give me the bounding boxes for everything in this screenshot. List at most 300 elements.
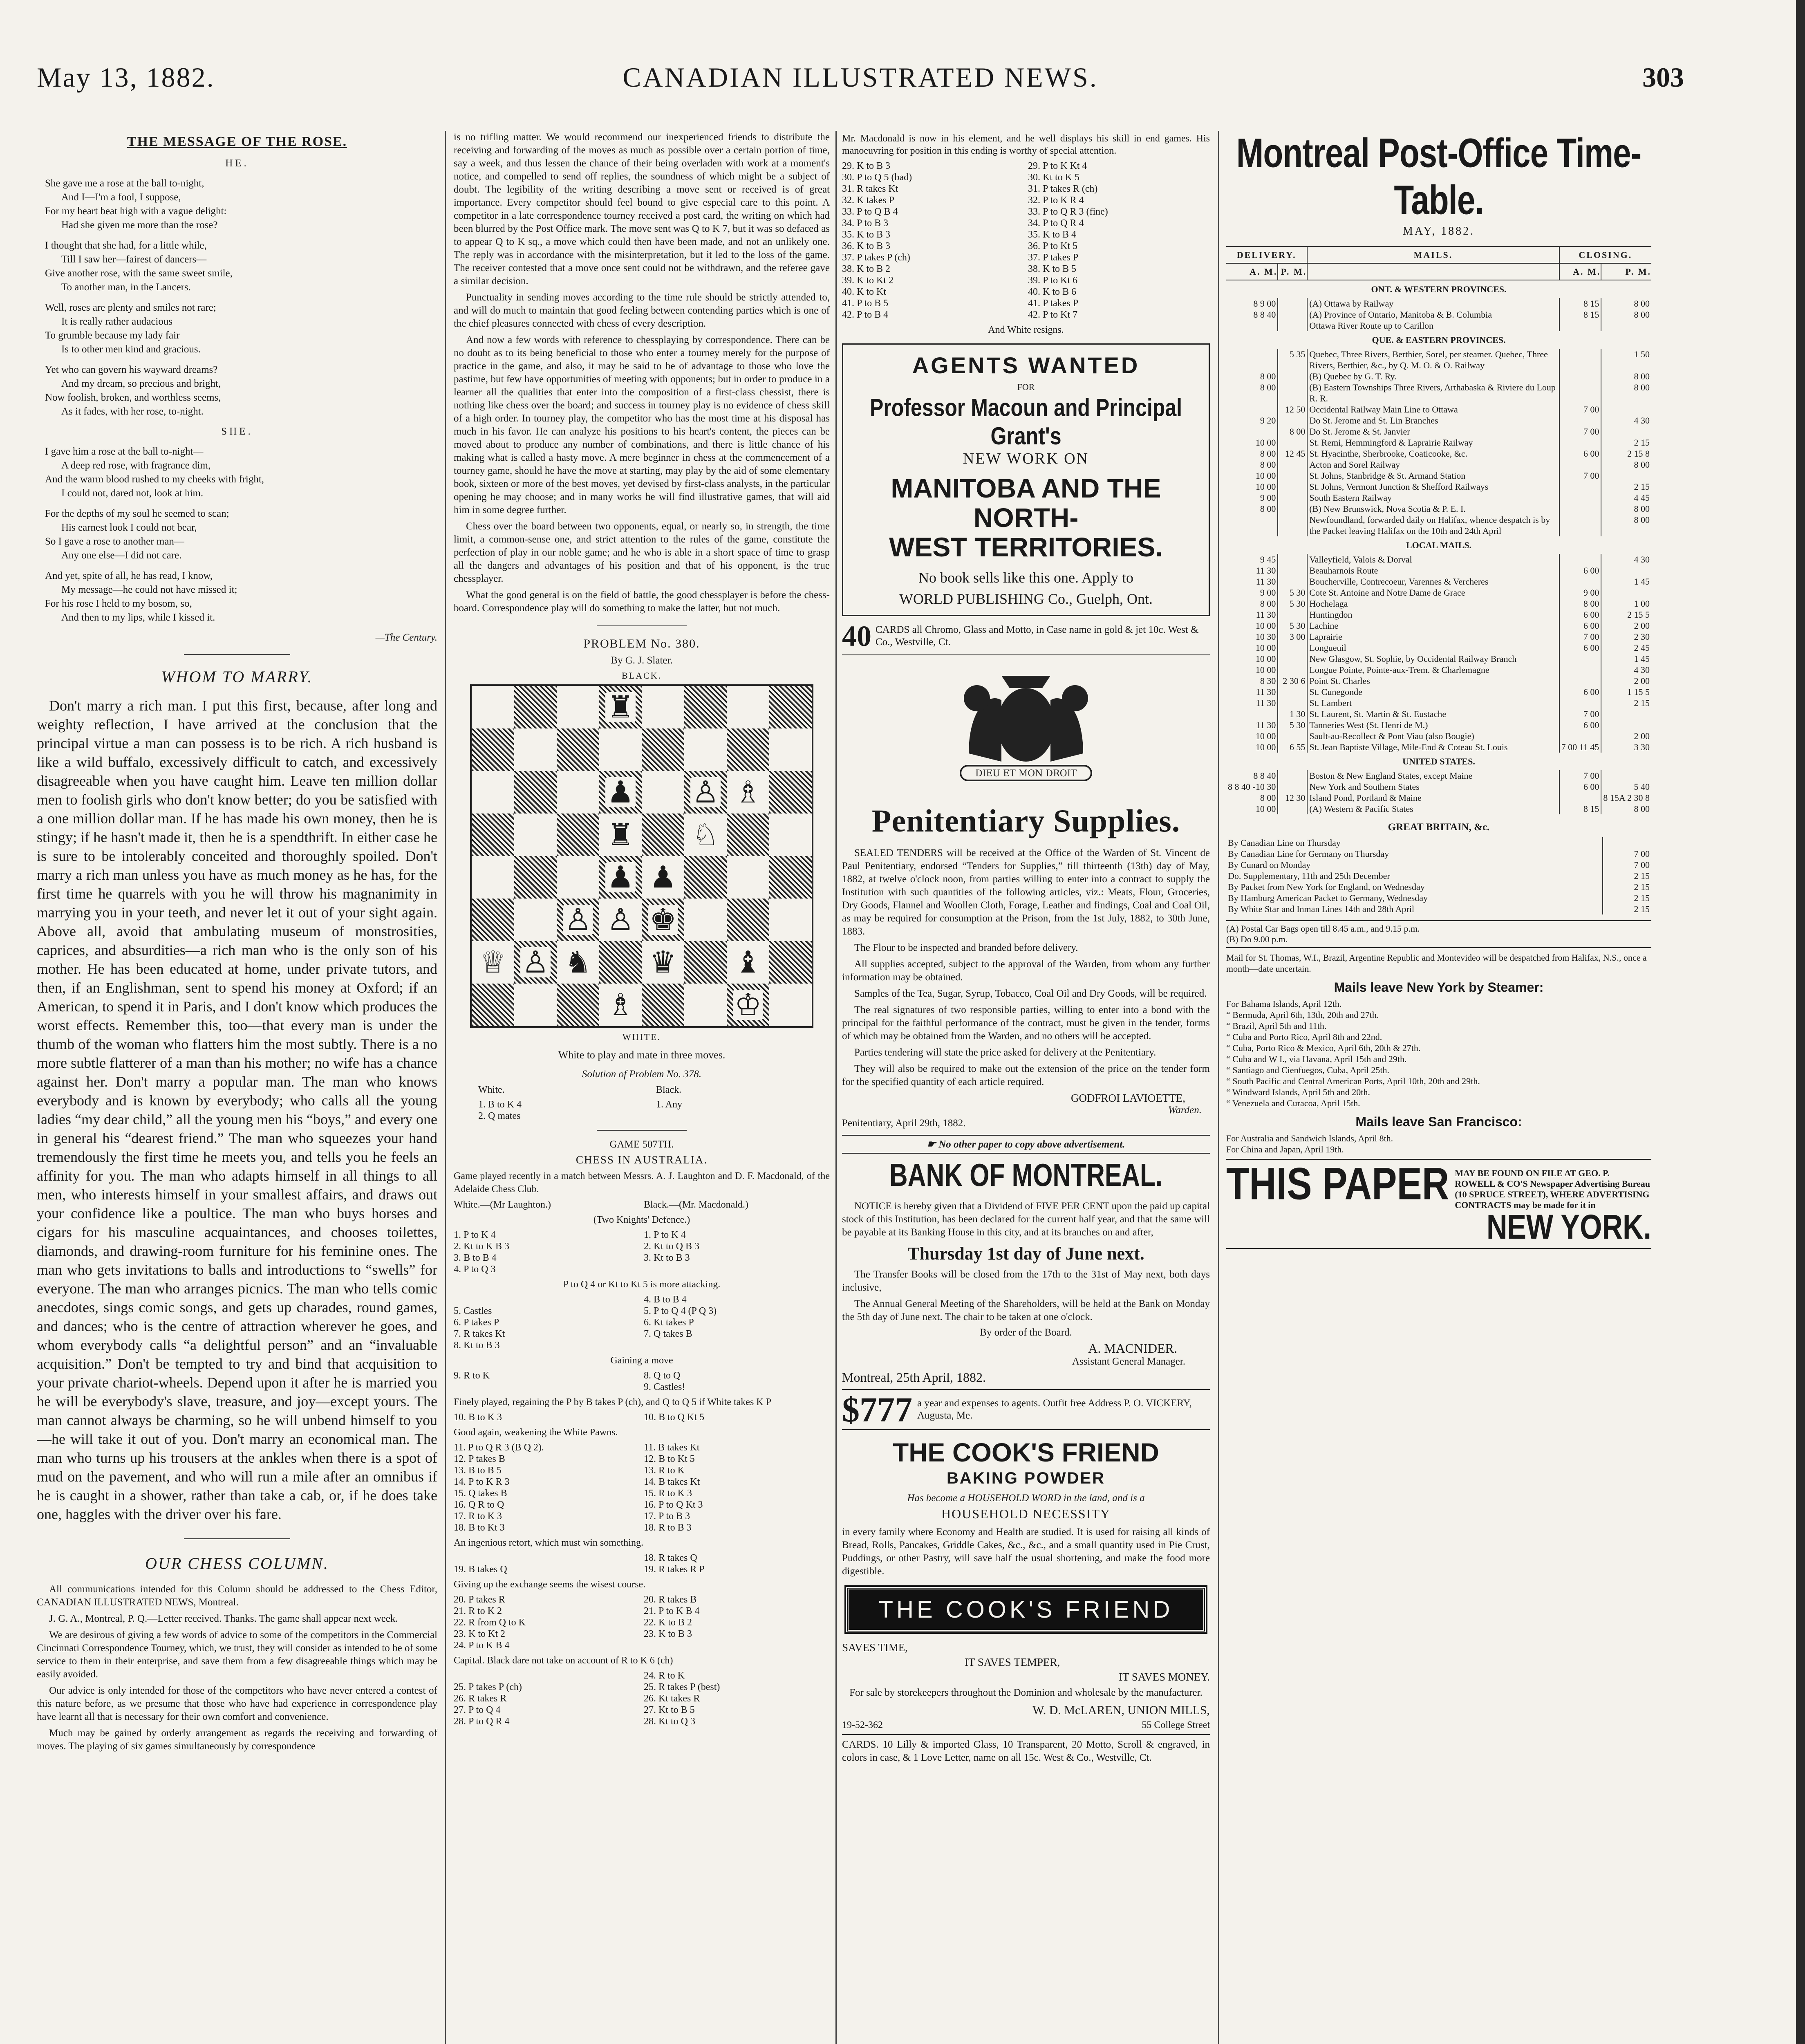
- mail-time: 6 00: [1559, 609, 1601, 620]
- mail-route: New York and Southern States: [1307, 781, 1559, 792]
- game-note: P to Q 4 or Kt to Kt 5 is more attacking.: [563, 1279, 721, 1290]
- board-square: [769, 941, 812, 984]
- game-title: CHESS IN AUSTRALIA.: [576, 1154, 708, 1166]
- board-square: [514, 814, 557, 856]
- mail-time: [1559, 382, 1601, 404]
- game-note: Mr. Macdonald is now in his element, and he well displays his skill in end games. His manoeuvring for position in this ending is worthy of special attention.: [842, 133, 1210, 156]
- timetable-section: [1226, 280, 1651, 298]
- board-square: [684, 814, 727, 856]
- warden-title: Warden.: [1168, 1105, 1202, 1116]
- divider: [597, 625, 687, 626]
- mail-time: 2 00: [1601, 675, 1651, 686]
- game-moves: [454, 1552, 830, 1575]
- bank-title: BANK OF MONTREAL.: [889, 1158, 1163, 1193]
- col-pm: P. M.: [1278, 263, 1307, 280]
- cooks-title: THE COOK'S FRIEND: [893, 1438, 1159, 1467]
- mail-schedule-item: For Australia and Sandwich Islands, April 8th.: [1226, 1133, 1393, 1143]
- cooks-maker: W. D. McLAREN, UNION MILLS,: [1032, 1703, 1210, 1717]
- board-square: [642, 814, 684, 856]
- chess-move: 6. P takes P: [454, 1317, 499, 1328]
- cooks-street: 55 College Street: [1142, 1720, 1210, 1730]
- mail-route: Island Pond, Portland & Maine: [1307, 792, 1559, 803]
- board-square: [684, 941, 727, 984]
- mail-time: 2 15: [1603, 881, 1651, 892]
- chess-move: 30. P to Q 5 (bad): [842, 172, 912, 183]
- chess-move: 39. P to Kt 6: [1028, 275, 1078, 286]
- board-square: [514, 728, 557, 771]
- chess-move: 26. R takes R: [454, 1693, 507, 1704]
- chess-move: 8. Kt to B 3: [454, 1340, 500, 1351]
- gb-row: [1226, 837, 1651, 848]
- column-rule: [445, 131, 446, 2044]
- mail-route: Do. Supplementary, 11th and 25th December: [1228, 871, 1390, 881]
- mail-time: [1226, 320, 1278, 331]
- mail-time: 5 35: [1278, 349, 1307, 371]
- chess-move: 12. B to Kt 5: [644, 1454, 695, 1464]
- mail-time: 8 00: [1601, 309, 1651, 320]
- tender-paragraph: Samples of the Tea, Sugar, Syrup, Tobacco, Coal Oil and Dry Goods, will be required.: [854, 988, 1207, 999]
- timetable-row: [1226, 587, 1651, 598]
- mail-time: [1559, 320, 1601, 331]
- poem-line: [45, 356, 437, 363]
- mail-route: By Canadian Line on Thursday: [1228, 838, 1341, 848]
- board-square: [557, 941, 599, 984]
- chess-move: 5. Castles: [454, 1306, 492, 1316]
- mail-time: 10 30: [1255, 632, 1276, 642]
- chess-move: 28. P to Q R 4: [454, 1716, 510, 1727]
- chess-move: 1. P to K 4: [644, 1230, 686, 1240]
- mail-time: 7 00 11 45: [1559, 742, 1601, 753]
- poem-line: Any one else—I did not care.: [61, 550, 182, 561]
- mail-time: 6 00: [1559, 620, 1601, 631]
- board-square: [727, 814, 769, 856]
- problem-caption: White to play and mate in three moves.: [558, 1049, 726, 1061]
- tender-paragraph: SEALED TENDERS will be received at the Office of the Warden of St. Vincent de Paul Penitentiary, endorsed “Tenders for Supplies,” till thirteenth (13th) day of May, 1882, at twelve o'clock noon, from parties willing to enter into a contract to supply the Institution with such quantities of the following articles, viz.: Meats, Flour, Groceries, Dry Goods, Flannel and Woollen Cloth, Forage, Leather and findings, Coal and Coal Oil, as may be required for consumption at the Prison, from the 1st July, 1882, to 30th June, 1883.: [842, 847, 1210, 937]
- article-title: WHOM TO MARRY.: [161, 668, 313, 686]
- chess-move: 41. P takes P: [1028, 298, 1079, 309]
- mail-time: 11 30: [1256, 687, 1276, 697]
- poem-stanzas-he: [45, 177, 437, 419]
- mail-time: 8 15A 2 30 8: [1601, 792, 1651, 803]
- mail-time: 10 00: [1255, 742, 1276, 752]
- chess-piece: ♘: [690, 820, 721, 850]
- cooks-saves-time: SAVES TIME,: [842, 1641, 908, 1654]
- timetable-section: [1226, 753, 1651, 770]
- mail-route: Huntingdon: [1307, 609, 1559, 620]
- mail-time: [1278, 642, 1307, 653]
- timetable-row: [1226, 481, 1651, 492]
- col-am: A. M.: [1559, 263, 1601, 280]
- timetable-section: [1226, 331, 1651, 349]
- timetable-row: [1226, 404, 1651, 415]
- mail-time: 12 30: [1278, 792, 1307, 803]
- cooks-claim: Has become a HOUSEHOLD WORD in the land, and is a: [907, 1493, 1145, 1504]
- footnote: (A) Postal Car Bags open till 8.45 a.m., and 9.15 p.m.: [1226, 923, 1420, 934]
- cooks-friend-ad: [842, 1437, 1210, 1735]
- mail-time: 2 30: [1601, 631, 1651, 642]
- this-paper-text: MAY BE FOUND ON FILE AT GEO. P. ROWELL & CO'S Newspaper Advertising Bureau (10 SPRUCE STREET), WHERE ADVERTISING CONTRACTS may be made for it in: [1455, 1168, 1650, 1210]
- timetable-row: [1226, 309, 1651, 320]
- mail-schedule-item: “ South Pacific and Central American Ports, April 10th, 20th and 29th.: [1226, 1076, 1480, 1086]
- chess-move: 17. P to B 3: [644, 1511, 690, 1522]
- board-square: [472, 984, 514, 1026]
- mail-time: 4 30: [1601, 415, 1651, 426]
- timetable-row: [1226, 731, 1651, 742]
- board-square: [599, 771, 642, 814]
- agents-pitch: No book sells like this one. Apply to: [918, 569, 1133, 586]
- mail-time: 10 00: [1255, 731, 1276, 741]
- chess-move: 36. K to B 3: [842, 241, 891, 251]
- chess-piece: ♗: [733, 777, 763, 807]
- mail-time: 2 45: [1601, 642, 1651, 653]
- chess-move: [454, 1294, 640, 1305]
- chess-move: 1. B to K 4: [478, 1099, 522, 1110]
- board-square: [472, 771, 514, 814]
- timetable-title: Montreal Post-Office Time-Table.: [1236, 131, 1642, 223]
- white-player: White.—(Mr Laughton.): [454, 1199, 551, 1210]
- timetable-row: [1226, 415, 1651, 426]
- chess-move: [454, 1670, 640, 1681]
- section-title: UNITED STATES.: [1402, 756, 1475, 766]
- timetable-row: [1226, 437, 1651, 448]
- mail-time: 2 30 6: [1278, 675, 1307, 686]
- chess-move: 16. P to Q Kt 3: [644, 1499, 703, 1510]
- mail-time: 3 00: [1278, 631, 1307, 642]
- mail-route: Ottawa River Route up to Carillon: [1307, 320, 1559, 331]
- mail-time: 11 30: [1256, 610, 1276, 620]
- poem-line: And I—I'm a fool, I suppose,: [61, 192, 181, 203]
- game-players: [454, 1199, 830, 1210]
- mail-route: St. Cunegonde: [1307, 686, 1559, 697]
- mail-route: St. Laurent, St. Martin & St. Eustache: [1307, 708, 1559, 719]
- mail-time: [1559, 664, 1601, 675]
- chess-move: 35. K to B 4: [1028, 229, 1077, 240]
- chess-notice: All communications intended for this Column should be addressed to the Chess Editor, CANADIAN ILLUSTRATED NEWS, Montreal.: [37, 1584, 437, 1608]
- chess-move: 14. B takes Kt: [644, 1477, 700, 1487]
- black-player: Black.—(Mr. Macdonald.): [644, 1199, 748, 1210]
- chess-move: 36. P to Kt 5: [1028, 241, 1078, 251]
- bank-paragraph: The Annual General Meeting of the Shareholders, will be held at the Bank on Monday the 5th day of June next. The chair to be taken at one o'clock.: [842, 1298, 1210, 1322]
- cards-number: 40: [842, 620, 871, 652]
- agents-for: FOR: [1017, 382, 1035, 392]
- mail-time: 10 00: [1255, 471, 1276, 481]
- board-square: [557, 814, 599, 856]
- mail-time: 1 45: [1601, 576, 1651, 587]
- gb-row: [1226, 892, 1651, 903]
- mail-time: [1559, 653, 1601, 664]
- chess-move: 32. K takes P: [842, 195, 894, 206]
- mail-time: 2 15: [1601, 437, 1651, 448]
- mail-time: [1559, 492, 1601, 503]
- board-square: [599, 728, 642, 771]
- mail-time: [1226, 404, 1278, 415]
- mail-time: 9 00: [1559, 587, 1601, 598]
- board-square: [769, 771, 812, 814]
- mail-time: 8 00: [1260, 371, 1276, 381]
- mail-schedule-item: “ Santiago and Cienfuegos, Cuba, April 25th.: [1226, 1065, 1389, 1075]
- chess-move: 29. K to B 3: [842, 161, 891, 171]
- board-square: [684, 899, 727, 941]
- chess-move: 7. Q takes B: [644, 1329, 692, 1339]
- poem-line: I thought that she had, for a little while,: [45, 240, 207, 251]
- board-square: [557, 899, 599, 941]
- timetable-month: MAY, 1882.: [1402, 225, 1475, 238]
- poem-credit: —The Century.: [375, 632, 437, 643]
- mail-time: [1278, 565, 1307, 576]
- poem-line: For my heart beat high with a vague delight:: [45, 206, 227, 217]
- column-4: [1226, 131, 1651, 2044]
- mail-time: [1226, 708, 1278, 719]
- timetable-row: [1226, 576, 1651, 587]
- chess-move: 23. K to B 3: [644, 1629, 692, 1639]
- penitentiary-dateline: Penitentiary, April 29th, 1882.: [842, 1118, 966, 1129]
- chess-move: 3. B to B 4: [454, 1253, 497, 1263]
- mail-time: 2 15: [1603, 892, 1651, 903]
- mail-time: 7 00: [1559, 631, 1601, 642]
- chess-move: 37. P takes P: [1028, 252, 1079, 263]
- agents-publisher: WORLD PUBLISHING Co., Guelph, Ont.: [899, 591, 1153, 607]
- game-opening: (Two Knights' Defence.): [593, 1215, 690, 1225]
- chess-move: 15. Q takes B: [454, 1488, 507, 1499]
- mail-route: Laprairie: [1307, 631, 1559, 642]
- poem-title: THE MESSAGE OF THE ROSE.: [127, 134, 347, 149]
- chess-advice: Punctuality in sending moves according to the time rule should be strictly attended to, and will do much to maintain that good feeling between contending parties which is one of the chief pleasures connected with chess of every description.: [454, 292, 830, 329]
- mail-time: 12 45: [1278, 448, 1307, 459]
- poem-line: So I gave a rose to another man—: [45, 536, 184, 547]
- royal-crest-icon: [920, 659, 1132, 798]
- mail-time: 9 00: [1260, 493, 1276, 503]
- mail-time: [1559, 459, 1601, 470]
- mail-time: 5 30: [1278, 587, 1307, 598]
- mail-route: South Eastern Railway: [1307, 492, 1559, 503]
- board-square: [642, 899, 684, 941]
- chess-move: 34. P to Q R 4: [1028, 218, 1084, 229]
- cooks-body: in every family where Economy and Health are studied. It is used for raising all kinds of Bread, Rolls, Pancakes, Griddle Cakes, &c., &c., and a small quantity used in Pie Crust, Puddings, or other Pastry, will save half the usual shortening, and make the food more digestible.: [842, 1526, 1210, 1577]
- board-square: [684, 984, 727, 1026]
- mail-time: 1 15 5: [1601, 686, 1651, 697]
- column-rule: [1218, 131, 1219, 2044]
- mail-route: By Hamburg American Packet to Germany, Wednesday: [1228, 893, 1428, 903]
- chess-move: 24. R to K: [644, 1670, 685, 1681]
- chess-piece: ♔: [733, 990, 763, 1020]
- mail-route: Beauharnois Route: [1307, 565, 1559, 576]
- timetable-row: [1226, 697, 1651, 708]
- mail-time: [1559, 415, 1601, 426]
- board-label-white: WHITE.: [622, 1032, 661, 1042]
- chess-move: 35. K to B 3: [842, 229, 891, 240]
- board-label-black: BLACK.: [621, 670, 662, 681]
- chess-move: 12. P takes B: [454, 1454, 505, 1464]
- mail-time: 9 20: [1260, 415, 1276, 426]
- board-square: [684, 856, 727, 899]
- chess-move: 2. Kt to K B 3: [454, 1241, 510, 1252]
- board-square: [514, 899, 557, 941]
- timetable-row: [1226, 459, 1651, 470]
- chess-move: 16. Q R to Q: [454, 1499, 504, 1510]
- chess-move: 42. P to Kt 7: [1028, 309, 1078, 320]
- board-square: [684, 686, 727, 728]
- game-moves: [842, 160, 1210, 320]
- solution-white-label: White.: [478, 1085, 505, 1095]
- board-square: [642, 984, 684, 1026]
- mail-time: 10 00: [1255, 621, 1276, 631]
- no-copy-notice: [842, 1135, 1210, 1154]
- mail-time: 5 30: [1278, 620, 1307, 631]
- poem-part-label: HE.: [225, 158, 249, 169]
- chess-piece: ♙: [605, 905, 636, 935]
- mail-route: (B) New Brunswick, Nova Scotia & P. E. I.: [1307, 503, 1559, 514]
- chess-move: 17. R to K 3: [454, 1511, 502, 1522]
- cards-ad: [842, 622, 1210, 655]
- crest-motto: DIEU ET MON DROIT: [975, 769, 1077, 779]
- mail-time: 6 00: [1559, 565, 1601, 576]
- poem-line: And then to my lips, while I kissed it.: [61, 612, 215, 623]
- mail-time: 8 8 40 -10 30: [1228, 782, 1276, 792]
- mail-time: [1559, 731, 1601, 742]
- newspaper-title: CANADIAN ILLUSTRATED NEWS.: [623, 62, 1098, 93]
- poem-line: Had she given me more than the rose?: [61, 220, 218, 231]
- mail-time: [1559, 554, 1601, 565]
- mail-schedule-item: “ Windward Islands, April 5th and 20th.: [1226, 1087, 1370, 1097]
- col-delivery: DELIVERY.: [1226, 247, 1307, 263]
- board-square: [727, 984, 769, 1026]
- mail-time: [1601, 470, 1651, 481]
- chess-move: 10. B to Q Kt 5: [644, 1412, 705, 1423]
- tender-paragraph: The Flour to be inspected and branded before delivery.: [854, 942, 1078, 953]
- chess-move: 4. B to B 4: [644, 1294, 687, 1305]
- col-am: A. M.: [1226, 263, 1278, 280]
- board-square: [599, 941, 642, 984]
- game-note: Capital. Black dare not take on account of R to K 6 (ch): [454, 1655, 673, 1666]
- poem-line: Yet who can govern his wayward dreams?: [45, 364, 218, 375]
- mail-route: Hochelaga: [1307, 598, 1559, 609]
- mail-time: [1559, 371, 1601, 382]
- mail-time: 10 00: [1255, 437, 1276, 448]
- mail-route: Occidental Railway Main Line to Ottawa: [1307, 404, 1559, 415]
- mail-time: 11 30: [1256, 720, 1276, 730]
- board-square: [684, 728, 727, 771]
- poem-line: Now foolish, broken, and worthless seems,: [45, 392, 221, 403]
- board-square: [514, 984, 557, 1026]
- board-square: [769, 856, 812, 899]
- mail-time: 4 30: [1601, 554, 1651, 565]
- this-paper-ad: [1226, 1159, 1651, 1249]
- chess-move: 2. Q mates: [478, 1111, 521, 1121]
- mail-time: [1559, 514, 1601, 536]
- board-square: [769, 686, 812, 728]
- timetable-row: [1226, 664, 1651, 675]
- timetable-row: [1226, 349, 1651, 371]
- chess-advice: We are desirous of giving a few words of advice to some of the competitors in the Commercial Cincinnati Correspondence Tourney, which, we trust, they will consider as intended to be of some service to them in their enterprise, and save them from a few disagreeable things which may be easily avoided.: [37, 1629, 437, 1680]
- mail-time: 8 8 40: [1253, 309, 1276, 320]
- mail-schedule-item: “ Cuba and Porto Rico, April 8th and 22nd.: [1226, 1032, 1382, 1042]
- mail-time: 10 00: [1255, 643, 1276, 653]
- cooks-saves-money: IT SAVES MONEY.: [1119, 1671, 1210, 1683]
- board-square: [599, 686, 642, 728]
- chess-move: 30. Kt to K 5: [1028, 172, 1079, 183]
- game-result: And White resigns.: [988, 325, 1064, 335]
- chess-piece: ♞: [563, 947, 593, 977]
- chess-move: 8. Q to Q: [644, 1370, 681, 1381]
- bank-body: [842, 1200, 1210, 1239]
- chess-column-continued: [454, 131, 830, 615]
- poem-stanzas-she: [45, 445, 437, 625]
- tender-paragraph: All supplies accepted, subject to the approval of the Warden, from whom any further information may be obtained.: [842, 959, 1210, 983]
- poem-line: [45, 500, 437, 507]
- article-paragraph: Don't marry a rich man. I put this first, because, after long and weighty reflection, I have arrived at the conclusion that the principal virtue a man can possess is to be rich. A rich husband is like a wild buffalo, excessively difficult to catch, and excessively disagreeable when you have caught him. Leave ten million dollar men to foolish girls who don't know better; do you be satisfied with a one million dollar man. If he has made his own money, then he is stingy; if he hasn't made it, then he is a spendthrift. In either case he is sure to be intolerably conceited and thoroughly spoiled. Don't marry a rich man unless you have as much money as he has, for the first time he quarrels with you he will throw his magnanimity in marrying you in your teeth, and never let it out of your sight again. Above all, avoid that ambulating museum of monstrosities, caprices, and absurdities—a rich man who is the only son of his mother. He has been educated at home, under private tutors, and then, if an Englishman, sent to spend his money at Oxford; if an American, to spend it in Paris, and I don't know which produces the worst effects. Remember this, too—that every man is under the thumb of the woman who flatters him the most subtly. There is a no more subtle flatterer of a man than his mother; no wife has a chance against her. Don't marry a popular man. The man who knows everybody and is known by everybody; who calls all the young ladies “my dear child,” all the young men his “boys,” and every one in general his “dearest friend.” The man who squeezes your hand tremendously the first time he meets you, and tells you he feels an affinity for you. The man who adapts himself in all things to all men, who interests himself in your smallest affairs, and draws out your confidence like a poultice. The man who buys horses and cigars for his masculine acquaintances, and chooses toilettes, diamonds, and drawing-room furniture for his feminine ones. The man who gets invitations to balls and introductions to “swells” for everyone. The man who arranges picnics. The man who tells comic anecdotes, sings comic songs, and gets up charades, round games, and dances; who is the centre of attraction wherever he goes, and whom everybody calls “a delightful person” and an “invaluable acquisition.” Don't be tempted to try and bind that acquisition to your private chariot-wheels. Depend upon it after he is married you he will be everybody's slave, treasure, and joy—except yours. The man cannot always be charming, so he will unbend himself to you—he will take it out of you. Don't marry an economical man. The man who turns up his trousers at the ankles when there is a spot of mud on the pavement, and who will run a mile after an omnibus if he is caught in a shower, rather than take a cab, or, if he does take one, haggles with the driver over his fare.: [37, 697, 437, 1522]
- mail-route: St. Remi, Hemmingford & Laprairie Railway: [1307, 437, 1559, 448]
- warden-name: GODFROI LAVIOETTE,: [1071, 1092, 1185, 1104]
- chess-piece: ♗: [605, 990, 636, 1020]
- timetable-row: [1226, 448, 1651, 459]
- mail-time: 11 30: [1256, 565, 1276, 576]
- timetable-row: [1226, 631, 1651, 642]
- board-square: [727, 899, 769, 941]
- chess-advice: What the good general is on the field of battle, the good chessplayer is before the chess-board. Correspondence play will do something to make the latter, but not much.: [454, 589, 830, 614]
- chess-advice: is no trifling matter. We would recommend our inexperienced friends to distribute the receiving and forwarding of the moves as much as possible over a certain portion of time, say a week, and thus lessen the chance of their being overladen with work at a moment's notice, and compelled to send off replies, the soundness of which might be a subject of doubt. The legibility of the writing describing a move sent or received is of great importance. Every competitor should feel bound to give especial care to this point. A competitor in a late correspondence tourney received a post card, the writing on which had been blurred by the Post Office mark. The move sent was Q to K 7, but it was so defaced as to appear Q to K sq., a move which could then have been made, and not an unlikely one. The reply was in accordance with the misinterpretation, but it led to the loss of the game. The receiver contested that a move once sent could not be withdrawn, and the referee gave a similar decision.: [454, 132, 830, 287]
- mail-time: [1559, 349, 1601, 371]
- divider: [184, 654, 290, 655]
- mail-time: 2 00: [1601, 731, 1651, 742]
- mail-time: [1278, 503, 1307, 514]
- mail-time: 8 00: [1601, 298, 1651, 309]
- chess-move: [644, 1640, 830, 1651]
- poem-line: And my dream, so precious and bright,: [61, 378, 221, 389]
- chess-move: 1. P to K 4: [454, 1230, 496, 1240]
- mail-time: [1226, 514, 1278, 536]
- game-moves: [454, 1594, 830, 1651]
- mail-time: 8 00: [1601, 803, 1651, 814]
- game-number: GAME 507TH.: [609, 1139, 674, 1150]
- chess-move: 2. Kt to Q B 3: [644, 1241, 700, 1252]
- mail-time: [1278, 437, 1307, 448]
- chess-piece: ♛: [648, 947, 678, 977]
- mail-time: [1559, 792, 1601, 803]
- mail-route: New Glasgow, St. Sophie, by Occidental Railway Branch: [1307, 653, 1559, 664]
- chess-move: 39. K to Kt 2: [842, 275, 894, 286]
- mail-time: [1603, 837, 1651, 848]
- chess-column-body: [37, 1583, 437, 1753]
- poem-line: For his rose I held to my bosom, so,: [45, 598, 192, 609]
- mail-time: [1278, 653, 1307, 664]
- chess-move: 9. Castles!: [644, 1382, 685, 1392]
- section-title: QUE. & EASTERN PROVINCES.: [1372, 335, 1506, 345]
- mail-time: 8 8 40: [1253, 771, 1276, 781]
- mail-time: 7 00: [1603, 848, 1651, 859]
- mail-time: [1601, 587, 1651, 598]
- board-square: [642, 771, 684, 814]
- mail-route: By Packet from New York for England, on Wednesday: [1228, 882, 1425, 892]
- mail-route: St. Johns, Stanbridge & St. Armand Station: [1307, 470, 1559, 481]
- timetable-row: [1226, 426, 1651, 437]
- foreign-mail-note: Mail for St. Thomas, W.I., Brazil, Argentine Republic and Montevideo will be despatched from Halifax, N.S., once a month—date uncertain.: [1226, 953, 1647, 974]
- cooks-code: 19-52-362: [842, 1720, 883, 1730]
- mail-time: [1278, 481, 1307, 492]
- great-britain-table: [1226, 837, 1651, 914]
- chess-move: 19. R takes R P: [644, 1564, 705, 1575]
- mail-route: Sault-au-Recollect & Pont Viau (also Bougie): [1307, 731, 1559, 742]
- mail-time: 2 15: [1603, 870, 1651, 881]
- chess-move: 21. R to K 2: [454, 1606, 502, 1616]
- divider: [184, 1538, 290, 1539]
- chess-move: 24. P to K B 4: [454, 1640, 510, 1651]
- section-title: ONT. & WESTERN PROVINCES.: [1371, 284, 1507, 294]
- chess-move: 11. B takes Kt: [644, 1442, 700, 1453]
- pointing-hand-icon: ☛: [927, 1139, 939, 1150]
- mail-time: [1559, 437, 1601, 448]
- mail-time: 8 30: [1260, 676, 1276, 686]
- bank-paragraph: The Transfer Books will be closed from the 17th to the 31st of May next, both days inclusive,: [842, 1269, 1210, 1293]
